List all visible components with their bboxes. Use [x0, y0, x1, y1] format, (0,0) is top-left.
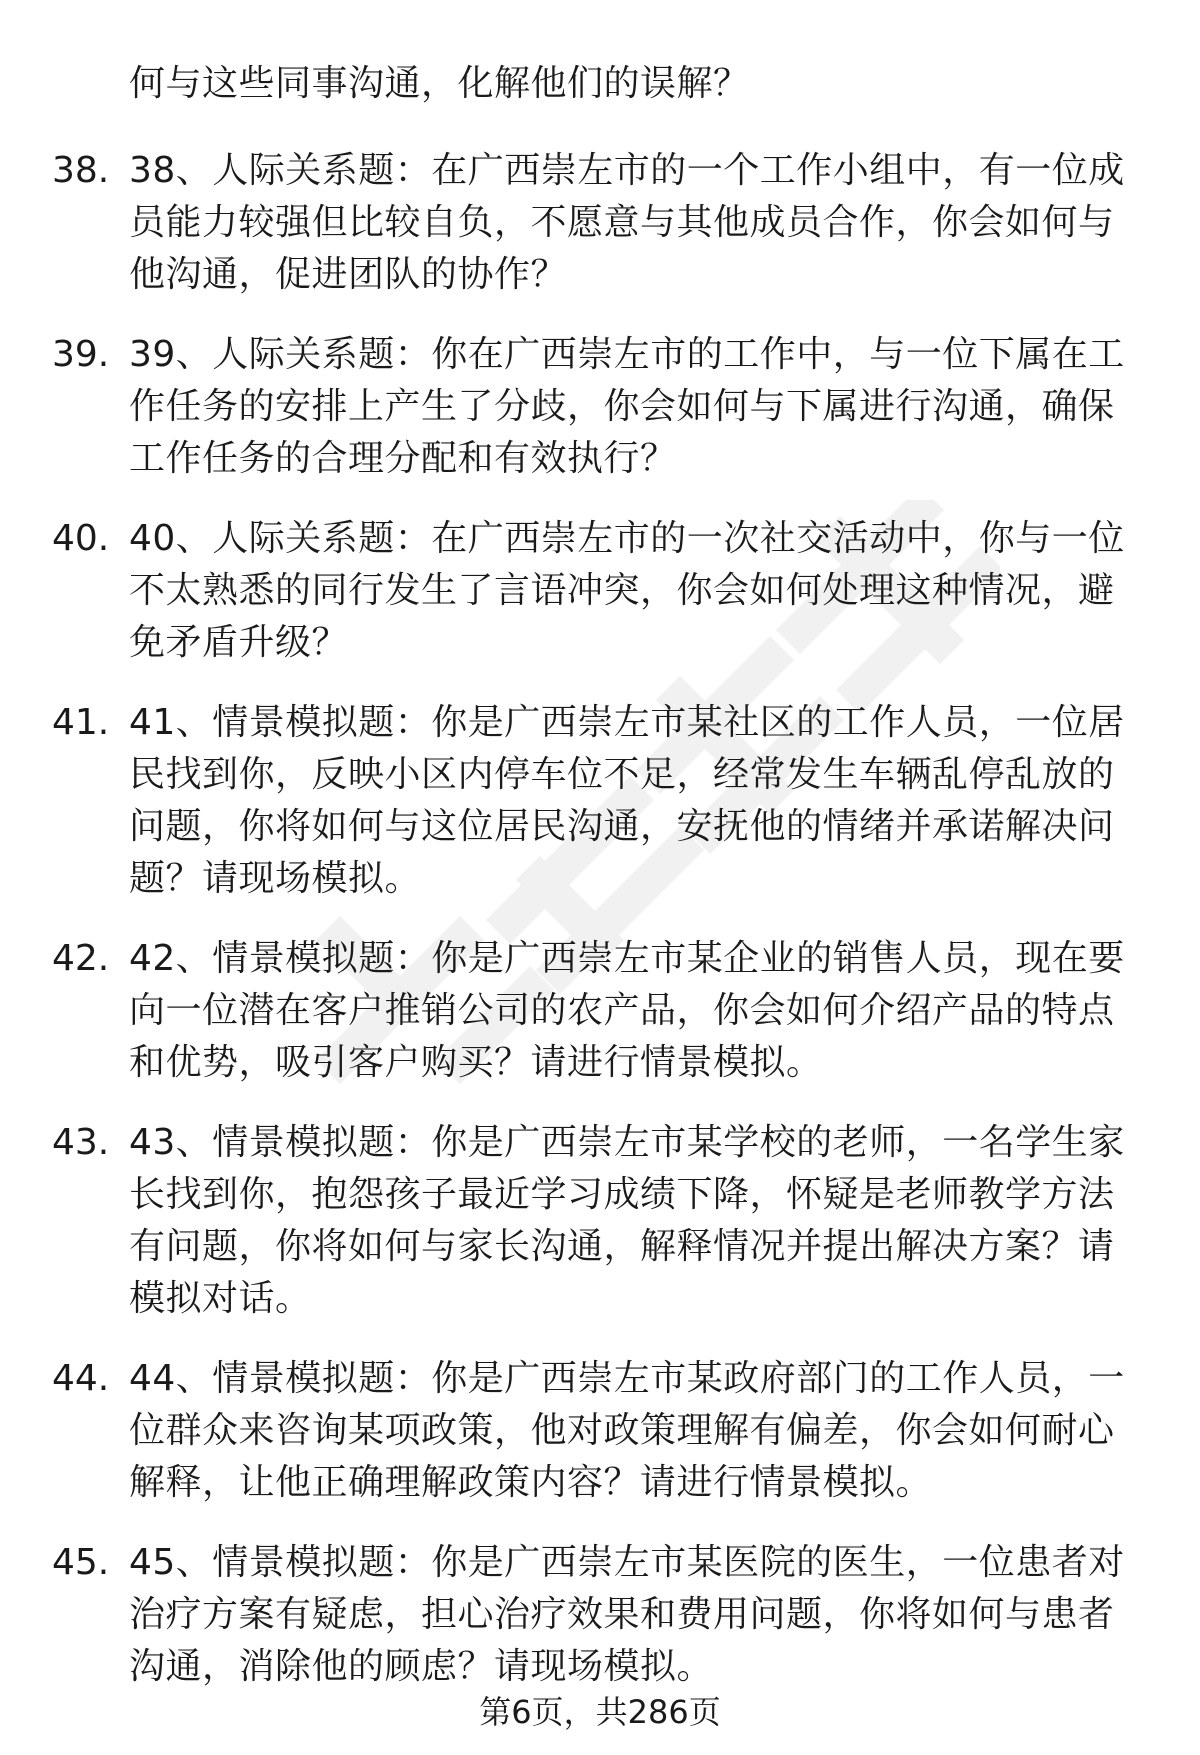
- question-text: 44、情景模拟题：你是广西崇左市某政府部门的工作人员，一位群众来咨询某项政策，他对政策理解有偏差，你会如何耐心解释，让他正确理解政策内容？请进行情景模拟。: [129, 1358, 1125, 1503]
- question-item: [0, 1353, 1200, 1509]
- question-number: 40.: [52, 518, 110, 559]
- question-number: 45.: [52, 1542, 110, 1583]
- question-text: 40、人际关系题：在广西崇左市的一次社交活动中，你与一位不太熟悉的同行发生了言语冲突，你会如何处理这种情况，避免矛盾升级？: [129, 518, 1125, 663]
- question-number: 41.: [52, 702, 110, 743]
- question-item: [0, 1537, 1200, 1693]
- question-text: 41、情景模拟题：你是广西崇左市某社区的工作人员，一位居民找到你，反映小区内停车位不足，经常发生车辆乱停乱放的问题，你将如何与这位居民沟通，安抚他的情绪并承诺解决问题？请现场模拟。: [129, 702, 1125, 899]
- question-item: [0, 697, 1200, 905]
- question-item: [0, 513, 1200, 669]
- continuation-text: 何与这些同事沟通，化解他们的误解？: [129, 63, 750, 104]
- question-number: 39.: [52, 334, 110, 375]
- question-number: 43.: [52, 1122, 110, 1163]
- question-number: 38.: [52, 150, 110, 191]
- question-item: [0, 1117, 1200, 1325]
- question-item: [0, 145, 1200, 301]
- question-number: 42.: [52, 938, 110, 979]
- question-text: 43、情景模拟题：你是广西崇左市某学校的老师，一名学生家长找到你，抱怨孩子最近学习成绩下降，怀疑是老师教学方法有问题，你将如何与家长沟通，解释情况并提出解决方案？请模拟对话。: [129, 1122, 1125, 1319]
- question-item: [0, 933, 1200, 1089]
- question-list: [0, 145, 1200, 1721]
- question-item: [0, 329, 1200, 485]
- page-number-footer: 第6页，共286页: [479, 1693, 721, 1731]
- question-text: 39、人际关系题：你在广西崇左市的工作中，与一位下属在工作任务的安排上产生了分歧，你会如何与下属进行沟通，确保工作任务的合理分配和有效执行？: [129, 334, 1125, 479]
- question-text: 45、情景模拟题：你是广西崇左市某医院的医生，一位患者对治疗方案有疑虑，担心治疗效果和费用问题，你将如何与患者沟通，消除他的顾虑？请现场模拟。: [129, 1542, 1125, 1687]
- question-text: 38、人际关系题：在广西崇左市的一个工作小组中，有一位成员能力较强但比较自负，不愿意与其他成员合作，你会如何与他沟通，促进团队的协作？: [129, 150, 1125, 295]
- question-number: 44.: [52, 1358, 110, 1399]
- question-text: 42、情景模拟题：你是广西崇左市某企业的销售人员，现在要向一位潜在客户推销公司的农产品，你会如何介绍产品的特点和优势，吸引客户购买？请进行情景模拟。: [129, 938, 1125, 1083]
